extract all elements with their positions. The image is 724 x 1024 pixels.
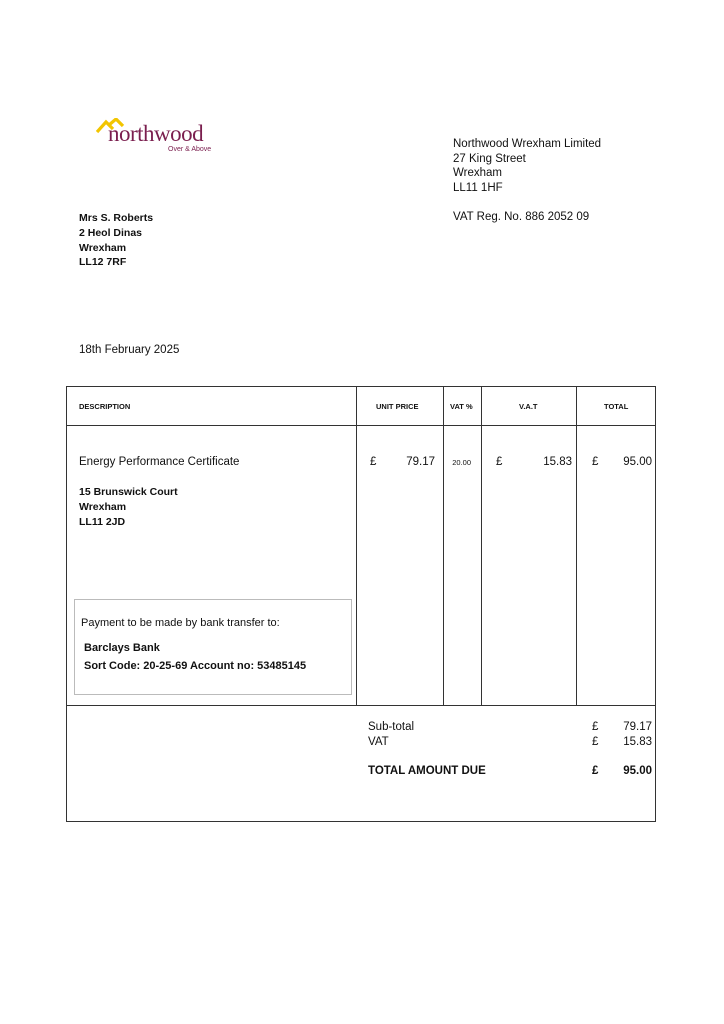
sender-town: Wrexham (453, 167, 502, 179)
property-postcode: LL11 2JD (79, 515, 126, 528)
item-total: 95.00 (623, 456, 652, 468)
logo-wordmark: northwood (108, 121, 204, 146)
currency-symbol: £ (592, 765, 599, 777)
sender-name: Northwood Wrexham Limited (453, 138, 602, 150)
header-description: DESCRIPTION (79, 402, 131, 411)
item-vat-percent: 20.00 (452, 458, 471, 467)
currency-symbol: £ (496, 456, 503, 468)
payment-bank: Barclays Bank (84, 642, 160, 654)
property-street: 15 Brunswick Court (79, 486, 178, 498)
sender-address (453, 137, 601, 195)
subtotal-value: 79.17 (623, 721, 652, 733)
header-vat: V.A.T (519, 402, 538, 411)
total-due-value: 95.00 (623, 765, 652, 777)
property-town: Wrexham (79, 500, 127, 513)
payment-intro: Payment to be made by bank transfer to: (81, 617, 280, 629)
column-divider (481, 387, 482, 705)
currency-symbol: £ (370, 456, 377, 468)
column-divider (356, 387, 357, 705)
total-due-label: TOTAL AMOUNT DUE (368, 765, 486, 777)
column-divider (443, 387, 444, 705)
recipient-town: Wrexham (79, 241, 127, 254)
recipient-address (79, 211, 153, 270)
totals-divider (67, 705, 655, 706)
subtotal-label: Sub-total (368, 721, 415, 733)
currency-symbol: £ (592, 721, 599, 733)
currency-symbol: £ (592, 456, 599, 468)
currency-symbol: £ (592, 736, 599, 748)
sender-street: 27 King Street (453, 152, 526, 165)
payment-details: Sort Code: 20-25-69 Account no: 53485145 (84, 660, 307, 672)
header-divider (67, 425, 655, 426)
property-address (79, 485, 178, 529)
recipient-name: Mrs S. Roberts (79, 212, 154, 224)
invoice-date: 18th February 2025 (79, 344, 180, 356)
vat-registration: VAT Reg. No. 886 2052 09 (453, 211, 590, 223)
item-unit-price: 79.17 (406, 456, 435, 468)
vat-value: 15.83 (623, 736, 652, 748)
recipient-street: 2 Heol Dinas (79, 226, 143, 239)
column-divider (576, 387, 577, 705)
item-vat: 15.83 (543, 456, 572, 468)
header-vat-percent: VAT % (450, 402, 473, 411)
invoice-table (66, 386, 656, 822)
header-unit-price: UNIT PRICE (376, 402, 419, 411)
payment-box (74, 599, 352, 695)
northwood-logo (96, 118, 226, 158)
vat-label: VAT (368, 736, 389, 748)
header-total: TOTAL (604, 402, 629, 411)
item-description: Energy Performance Certificate (79, 456, 240, 468)
logo-tagline: Over & Above (168, 146, 212, 153)
sender-postcode: LL11 1HF (453, 181, 503, 194)
recipient-postcode: LL12 7RF (79, 256, 127, 269)
